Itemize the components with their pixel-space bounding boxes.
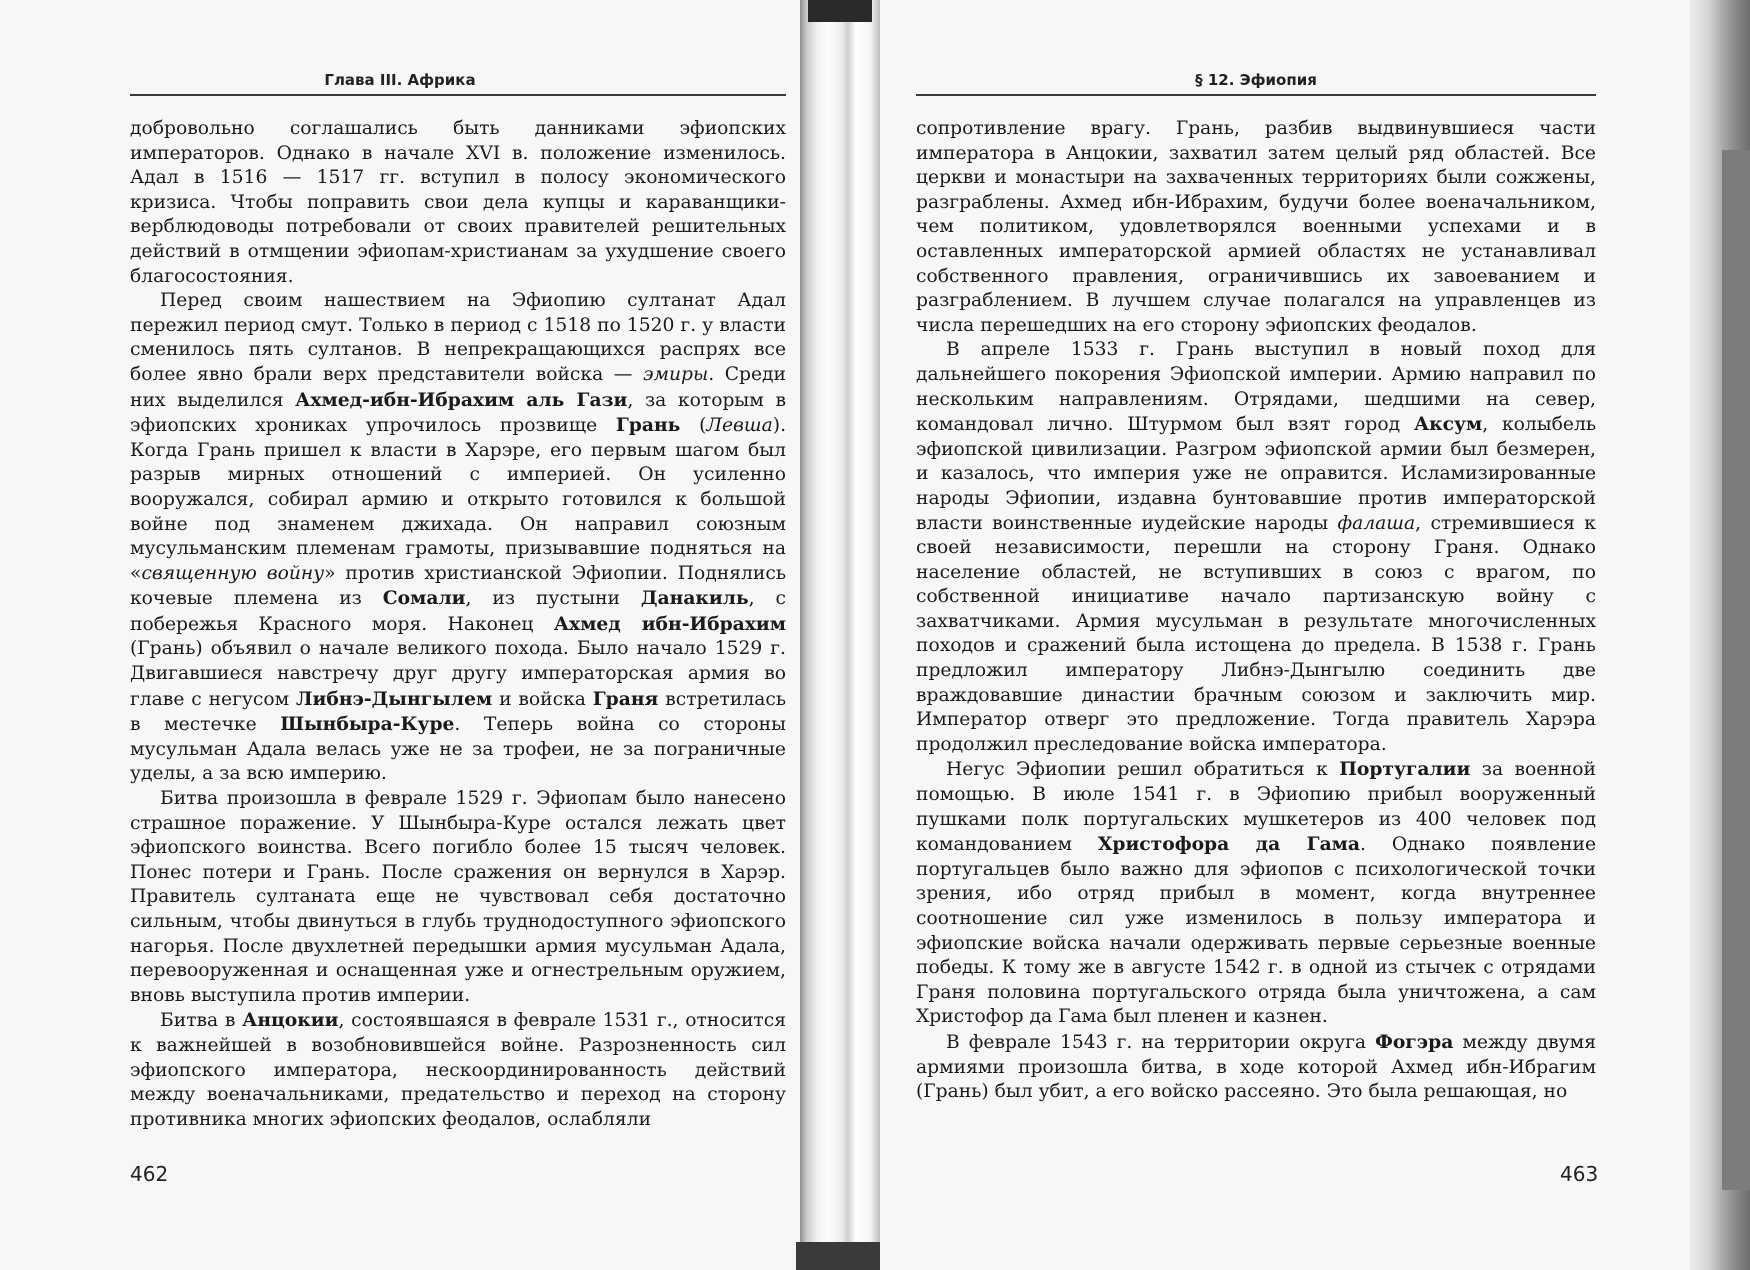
bold-term: Грань — [615, 414, 681, 437]
paragraph — [130, 1008, 786, 1132]
text-run: В апреле 1533 г. Грань выступил в новый поход для дальнейшего покорения Эфиопской империи. Армию направил по нескольким направлениям. Отрядами, шедшими на север, командовал лично. Штурмом был взят город — [916, 339, 1596, 436]
bold-term: Шынбыра-Куре — [280, 713, 455, 736]
paragraph — [916, 1030, 1596, 1105]
bold-term: Граня — [592, 687, 659, 710]
bold-term: Португалии — [1339, 758, 1471, 781]
page-number: 463 — [1560, 1162, 1599, 1186]
text-run: ). Когда Грань пришел к власти в Харэре, его первым шагом был разрыв мирных отношений с империей. Он усиленно вооружался, собирал армию и открыто готовился к большой войне под знаменем джихада. Он направил союзным мусульманским племенам грамоты, призывавшие подняться на « — [130, 415, 787, 584]
text-run: . Теперь война со стороны мусульман Адала велась уже не за трофеи, не за пограничные уделы, а за всю империю. — [130, 714, 786, 785]
bold-term: Либнэ-Дынгылем — [296, 687, 493, 710]
paragraph — [916, 757, 1596, 1030]
paragraph — [130, 289, 786, 787]
text-run: , за которым в эфиопских хрониках упрочилось прозвище — [130, 389, 786, 437]
paragraph — [916, 117, 1596, 338]
book-gutter — [800, 0, 880, 1270]
italic-term: Левша — [706, 415, 773, 437]
running-head: § 12. Эфиопия — [1195, 71, 1317, 89]
text-run: Перед своим нашествием на Эфиопию султанат Адал пережил период смут. Только в период с 1518 по 1520 г. у власти сменилось пять султанов. В непрекращающихся распрях все более явно брали верх представители войска — — [130, 290, 786, 385]
text-run: Битва произошла в феврале 1529 г. Эфиопам было нанесено страшное поражение. У Шынбыра-Куре остался лежать цвет эфиопского воинства. Всего погибло более 15 тысяч человек. Понес потери и Грань. После сражения он вернулся в Харэр. Правитель султаната еще не чувствовал себя достаточно сильным, чтобы двинуться в глубь труднодоступного эфиопского нагорья. После двухлетней передышки армия мусульман Адала, перевооруженная и оснащенная уже и огнестрельным оружием, вновь выступила против империи. — [130, 788, 786, 1006]
bold-term: Фогэра — [1375, 1030, 1454, 1053]
text-run: , колыбель эфиопской цивилизации. Разгром эфиопской армии был безмерен, и казалось, что империя уже не оправится. Исламизированные народы Эфиопии, издавна бунтовавшие против императорской власти воинственные иудейские народы — [916, 414, 1596, 534]
bold-term: Христофора да Гама — [1097, 833, 1361, 856]
text-run: » против христианской Эфиопии. Поднялись кочевые племена из — [130, 562, 786, 610]
bold-term: Ахмед ибн-Ибрахим — [553, 612, 786, 635]
text-run: , стремившиеся к своей независимости, перешли на сторону Граня. Однако население областей, не вступивших в союз с врагом, по собственной инициативе начало партизанскую войну с захватчиками. Армия мусульман в результате многочисленных походов и сражений была истощена до предела. В 1538 г. Грань предложил императору Либнэ-Дынгылю соединить две враждовавшие династии брачным союзом и заключить мир. Император отверг это предложение. Тогда правитель Харэра продолжил преследование войска императора. — [916, 512, 1596, 755]
italic-term: эмиры — [643, 363, 709, 385]
right-page — [880, 0, 1690, 1270]
book-edge-shadow — [1722, 150, 1750, 1190]
bold-term: Ахмед-ибн-Ибрахим аль Гази — [295, 388, 628, 411]
italic-term: фалаша — [1337, 512, 1416, 534]
paragraph — [130, 117, 786, 289]
text-run: Битва в — [160, 1010, 243, 1032]
page-number: 462 — [130, 1162, 169, 1186]
header-rule — [130, 94, 786, 96]
paragraph — [916, 338, 1596, 757]
running-head: Глава III. Африка — [324, 71, 476, 89]
text-run: ( — [680, 415, 707, 437]
text-run: встретилась в местечке — [130, 688, 787, 736]
text-run: сопротивление врагу. Грань, разбив выдвинувшиеся части императора в Анцокии, захватил затем целый ряд областей. Все церкви и монастыри на захваченных территориях были сожжены, разграблены. Ахмед ибн-Ибрахим, будучи более военачальником, чем политиком, удовлетворялся военными успехами и в оставленных императорской армией областях не устанавливал собственного правления, ограничившись их завоеванием и разграблением. В лучшем случае полагался на управленцев из числа перешедших на его сторону эфиопских феодалов. — [916, 118, 1596, 336]
header-rule — [916, 94, 1596, 96]
text-run: и войска — [492, 688, 593, 710]
text-run: . Однако появление португальцев было важно для эфиопов с психологической точки зрения, ибо отряд прибыл в момент, когда внутреннее соотношение сил уже изменилось в пользу императора и эфиопские войска начали одерживать первые серьезные военные победы. К тому же в августе 1542 г. в одной из стычек с отрядами Граня половина португальского отряда была уничтожена, а сам Христофор да Гама был пленен и казнен. — [916, 834, 1596, 1028]
bold-term: Аксум — [1413, 413, 1483, 436]
text-run: за военной помощью. В июле 1541 г. в Эфиопию прибыл вооруженный пушками полк португальских мушкетеров из 400 человек под командованием — [916, 759, 1596, 856]
italic-term: священную войну — [141, 562, 325, 584]
gutter-shadow-bottom — [796, 1242, 888, 1270]
page-body — [130, 117, 786, 1132]
text-run: добровольно соглашались быть данниками эфиопских императоров. Однако в начале XVI в. положение изменилось. Адал в 1516 — 1517 гг. вступил в полосу экономического кризиса. Чтобы поправить свои дела купцы и караванщики-верблюдоводы потребовали от своих правителей решительных действий в отмщении эфиопам-христианам за ухудшение своего благосостояния. — [130, 118, 786, 287]
text-run: В феврале 1543 г. на территории округа — [946, 1031, 1376, 1053]
page-body — [916, 117, 1596, 1105]
bold-term: Данакиль — [640, 587, 749, 610]
text-run: , из пустыни — [465, 588, 641, 610]
bold-term: Сомали — [382, 587, 466, 610]
text-run: между двумя армиями произошла битва, в ходе которой Ахмед ибн-Ибрагим (Грань) был убит, а его войско рассеяно. Это была решающая, но — [916, 1031, 1596, 1103]
text-run: Негус Эфиопии решил обратиться к — [946, 759, 1340, 781]
bold-term: Анцокии — [242, 1009, 339, 1032]
gutter-shadow-top — [808, 0, 872, 22]
text-run: , состоявшаяся в феврале 1531 г., относится к важнейшей в возобновившейся войне. Разрозненность сил эфиопского императора, нескоординированность действий между военачальниками, предательство и переход на сторону противника многих эфиопских феодалов, ослабляли — [130, 1010, 786, 1130]
text-run: , с побережья Красного моря. Наконец — [130, 588, 786, 635]
paragraph — [130, 787, 786, 1008]
text-run: . Среди них выделился — [130, 363, 787, 411]
left-page — [0, 0, 800, 1270]
text-run: (Грань) объявил о начале великого похода. Было начало 1529 г. Двигавшиеся навстречу друг другу императорская армия во главе с негусом — [130, 638, 786, 710]
